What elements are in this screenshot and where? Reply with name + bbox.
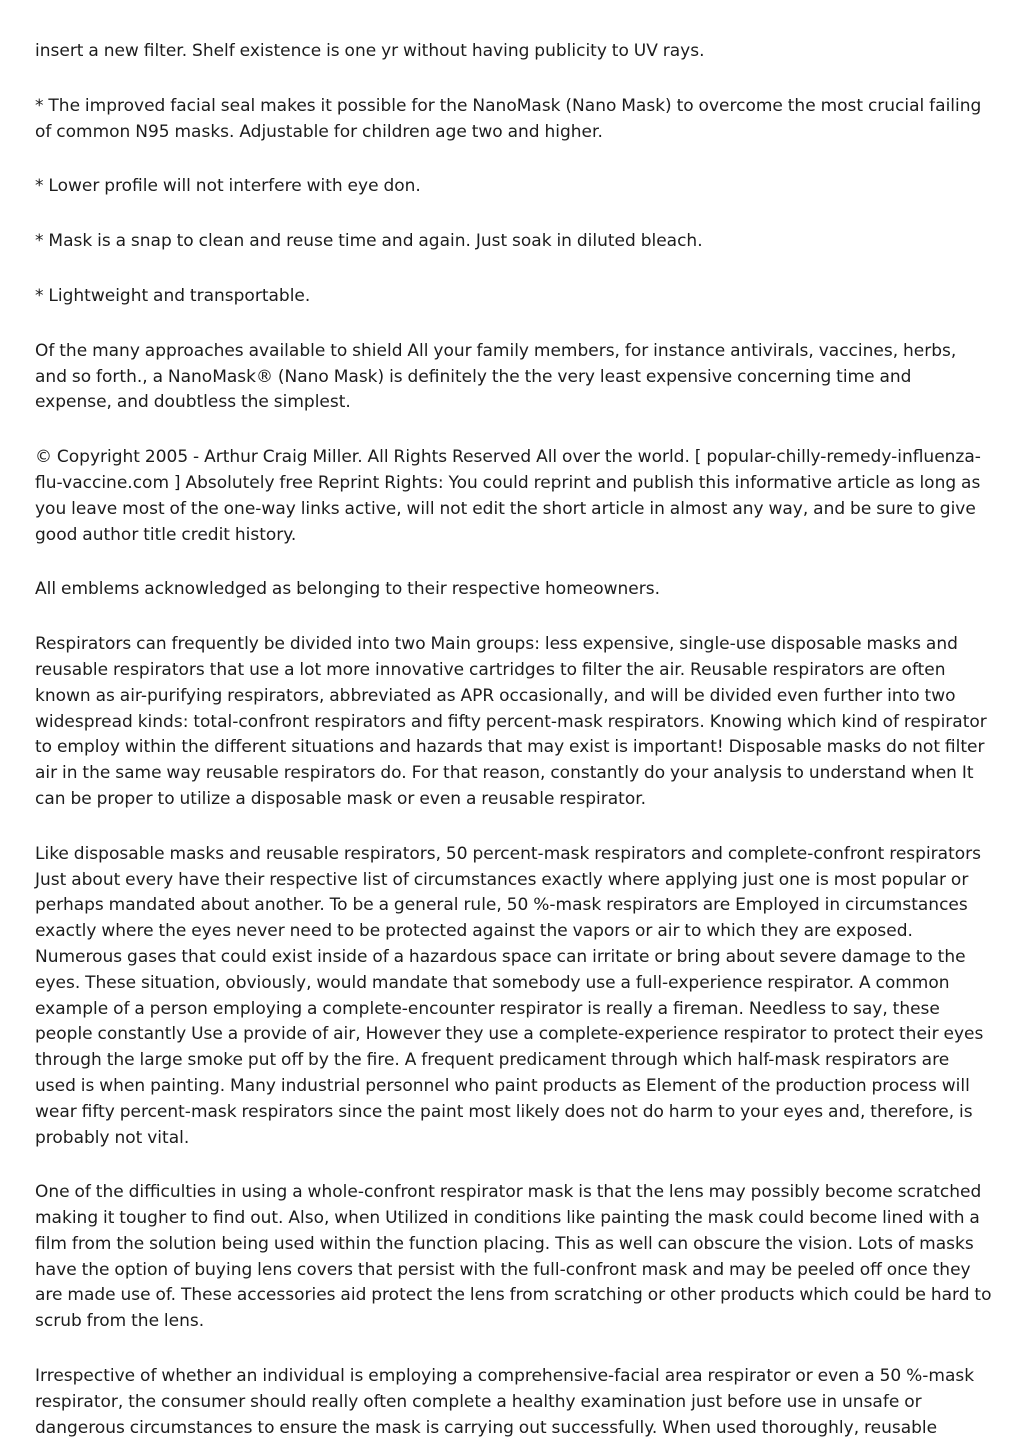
article-body <box>35 39 993 1441</box>
bullet-lightweight: * Lightweight and transportable. <box>35 285 311 306</box>
paragraph-respirator-groups: Respirators can frequently be divided into two Main groups: less expensive, single-use disposable masks and reusable respirators that use a lot more innovative cartridges to filter the air. Reusable respirators are often known as air-purifying respirators, abbreviated as APR occasionally, and will be divided even further into two widespread kinds: total-confront respirators and fifty percent-mask respirators. Knowing which kind of respirator to employ within the different situations and hazards that may exist is important! Disposable masks do not filter air in the same way reusable respirators do. For that reason, constantly do your analysis to understand when It can be proper to utilize a disposable mask or even a reusable respirator. <box>35 634 987 809</box>
bullet-easy-clean: * Mask is a snap to clean and reuse time and again. Just soak in diluted bleach. <box>35 231 703 252</box>
paragraph-fit-examination: Irrespective of whether an individual is employing a comprehensive-facial area respirator or even a 50 %-mask respirator, the consumer should really often complete a healthy examination just before use in unsafe or dangerous circumstances to ensure the mask is carrying out successfully. When used thoroughly, reusable <box>35 1366 975 1438</box>
paragraph-filter-shelf-life: insert a new filter. Shelf existence is one yr without having publicity to UV rays. <box>35 41 705 61</box>
paragraph-copyright: © Copyright 2005 - Arthur Craig Miller. All Rights Reserved All over the world. [ popular-chilly-remedy-influenza-flu-vaccine.com ] Absolutely free Reprint Rights: You could reprint and publish this informative article as long as you leave most of the one-way links active, will not edit the short article in almost any way, and be sure to give good author title credit history. <box>35 447 981 545</box>
paragraph-lens-difficulties: One of the difficulties in using a whole-confront respirator mask is that the lens may possibly become scratched making it tougher to find out. Also, when Utilized in conditions like painting the mask could become lined with a film from the solution being used within the function placing. This as well can obscure the vision. Lots of masks have the option of buying lens covers that persist with the full-confront mask and may be peeled off once they are made use of. These accessories aid protect the lens from scratching or other products which could be hard to scrub from the lens. <box>35 1182 992 1332</box>
paragraph-half-vs-full-mask: Like disposable masks and reusable respirators, 50 percent-mask respirators and complete-confront respirators Just about every have their respective list of circumstances exactly where applying just one is most popular or perhaps mandated about another. To be a general rule, 50 %-mask respirators are Employed in circumstances exactly where the eyes never need to be protected against the vapors or air to which they are exposed. Numerous gases that could exist inside of a hazardous space can irritate or bring about severe damage to the eyes. These situation, obviously, would mandate that somebody use a full-experience respirator. A common example of a person employing a complete-encounter respirator is really a fireman. Needless to say, these people constantly Use a provide of air, However they use a complete-experience respirator to protect their eyes through the large smoke put off by the fire. A frequent predicament through which half-mask respirators are used is when painting. Many industrial personnel who paint products as Element of the production process will wear fifty percent-mask respirators since the paint most likely does not do harm to your eyes and, therefore, is probably not vital. <box>35 843 984 1148</box>
bullet-lower-profile: * Lower profile will not interfere with eye don. <box>35 176 421 197</box>
paragraph-approaches: Of the many approaches available to shield All your family members, for instance antivirals, vaccines, herbs, and so forth., a NanoMask® (Nano Mask) is definitely the the very least expensive concerning time and expense, and doubtless the simplest. <box>35 340 957 413</box>
bullet-facial-seal: * The improved facial seal makes it possible for the NanoMask (Nano Mask) to overcome the most crucial failing of common N95 masks. Adjustable for children age two and higher. <box>35 95 982 142</box>
paragraph-emblems: All emblems acknowledged as belonging to their respective homeowners. <box>35 579 661 600</box>
